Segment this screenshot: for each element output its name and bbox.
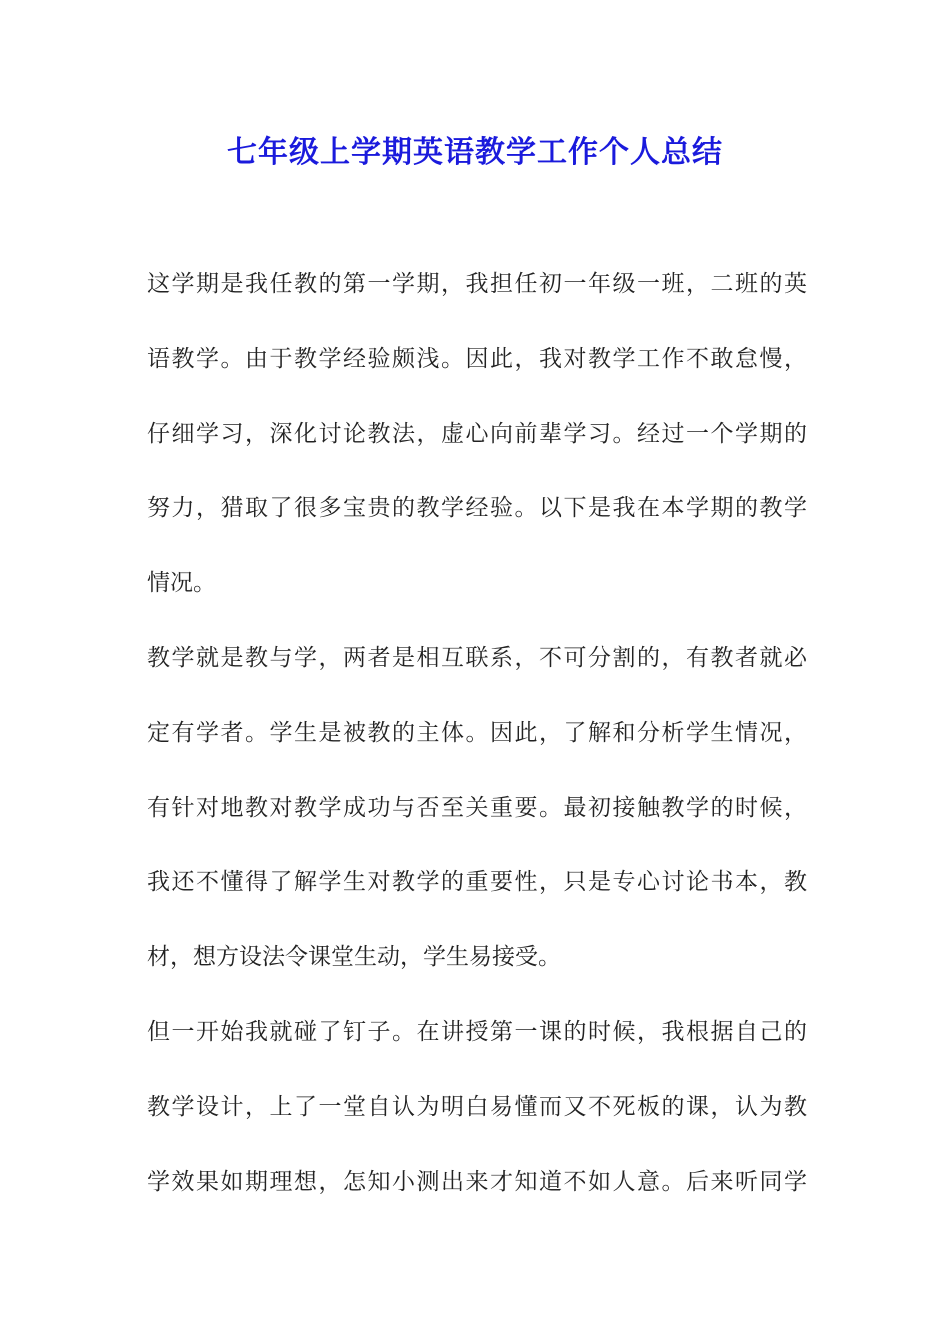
paragraph-1 [147,262,807,636]
text-line: 但一开始我就碰了钉子。在讲授第一课的时候，我根据自己的 [147,1018,807,1045]
text-line: 情况。 [147,570,216,597]
text-line: 教学设计，上了一堂自认为明白易懂而又不死板的课，认为教 [147,1093,807,1120]
text-line: 定有学者。学生是被教的主体。因此，了解和分析学生情况， [147,719,807,746]
text-line: 有针对地教对教学成功与否至关重要。最初接触教学的时候， [147,794,807,821]
paragraph-2 [147,636,807,1010]
paragraph-3 [147,1010,807,1234]
text-line: 语教学。由于教学经验颇浅。因此，我对教学工作不敢怠慢， [147,345,807,372]
text-line: 教学就是教与学，两者是相互联系，不可分割的，有教者就必 [147,644,807,671]
text-line: 学效果如期理想，怎知小测出来才知道不如人意。后来听同学 [147,1168,807,1195]
text-line: 我还不懂得了解学生对教学的重要性，只是专心讨论书本，教 [147,869,807,896]
document-title: 七年级上学期英语教学工作个人总结 [227,135,723,170]
document-body [147,262,807,1234]
text-line: 仔细学习，深化讨论教法，虚心向前辈学习。经过一个学期的 [147,420,807,447]
text-line: 努力，猎取了很多宝贵的教学经验。以下是我在本学期的教学 [147,495,807,522]
text-line: 材，想方设法令课堂生动，学生易接受。 [147,944,561,971]
text-line: 这学期是我任教的第一学期，我担任初一年级一班，二班的英 [147,271,807,297]
